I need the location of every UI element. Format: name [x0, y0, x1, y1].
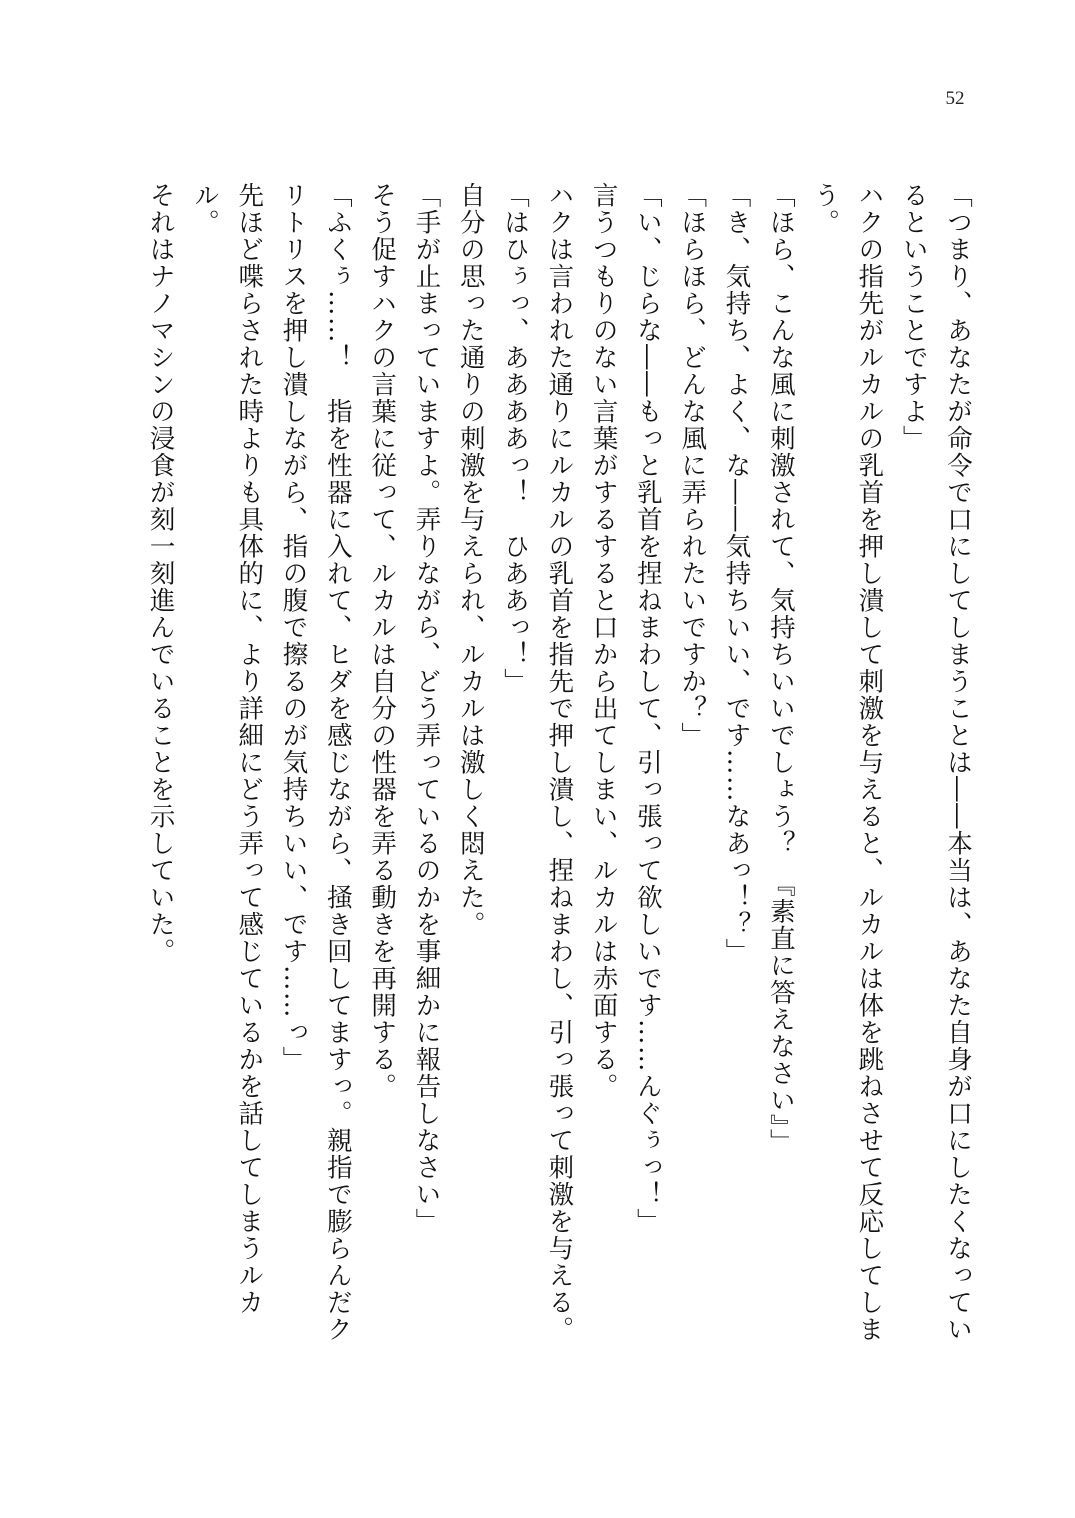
text-line: そう促すハクの言葉に従って、ルカルは自分の性器を弄る動きを再開する。: [367, 182, 398, 1100]
text-line: ハクは言われた通りにルカルの乳首を指先で押し潰し、捏ねまわし、引っ張って刺激を与える。: [544, 182, 575, 1343]
text-line: 「つまり、あなたが命令で口にしてしまうことは――本当は、あなた自身が口にしたくなっているということですよ」: [898, 182, 973, 1343]
text-line: 「き、気持ち、よく、な――気持ちいい、です……なあっ！？」: [721, 182, 752, 965]
text-line: 自分の思った通りの刺激を与えられ、ルカルは激しく悶えた。: [455, 182, 486, 938]
text-line: 言うつもりのない言葉がするすると口から出てしまい、ルカルは赤面する。: [588, 182, 619, 1100]
text-line: 「い、じらな――もっと乳首を捏ねまわして、引っ張って欲しいです……んぐぅっ！」: [632, 182, 663, 1235]
text-line: 先ほど喋らされた時よりも具体的に、より詳細にどう弄って感じているかを話してしまうルカル。: [189, 182, 265, 1316]
page-number: 52: [945, 88, 965, 109]
text-line: それはナノマシンの浸食が刻一刻進んでいることを示していた。: [145, 182, 176, 965]
text-line: 「はひぅっ、ああああっ！ ひああっ！」: [500, 182, 531, 695]
text-line: ハクの指先がルカルの乳首を押し潰して刺激を与えると、ルカルは体を跳ねさせて反応してしまう。: [810, 182, 885, 1343]
text-line: 「ほらほら、どんな風に弄られたいですか？」: [677, 182, 708, 749]
text-line: 「ふくぅ……！ 指を性器に入れて、ヒダを感じながら、掻き回してますっ。親指で膨らんだクリトリスを押し潰しながら、指の腹で擦るのが気持ちいい、です……っ」: [278, 182, 353, 1343]
vertical-text-body: [145, 182, 980, 1352]
text-line: 「手が止まっていますよ。弄りながら、どう弄っているのかを事細かに報告しなさい」: [411, 182, 442, 1235]
text-line: 「ほら、こんな風に刺激されて、気持ちいいでしょう？ 『素直に答えなさい』」: [765, 182, 796, 1156]
